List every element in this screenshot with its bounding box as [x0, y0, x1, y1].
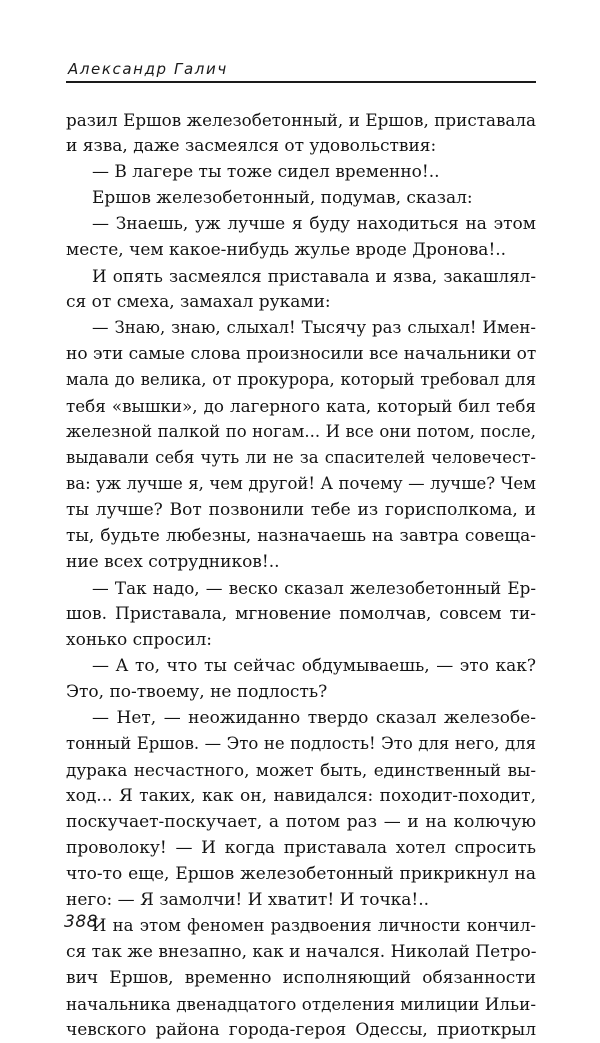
text-line: но эти самые слова произносили все начальники от: [66, 344, 537, 364]
text-line: него: — Я замолчи! И хватит! И точка!..: [66, 890, 430, 910]
text-line: железной палкой по ногам... И все они потом, после,: [66, 422, 536, 441]
text-line: разил Ершов железобетонный, и Ершов, приставала: [66, 110, 536, 130]
text-line: тонный Ершов. — Это не подлость! Это для него, для: [66, 734, 536, 753]
text-line: Это, по-твоему, не подлость?: [66, 682, 328, 702]
text-line: и язва, даже засмеялся от удовольствия:: [66, 136, 437, 156]
text-line: выдавали себя чуть ли не за спасителей человечест-: [66, 448, 536, 467]
text-line: ва: уж лучше я, чем другой! А почему — лучше? Чем: [66, 474, 536, 493]
page-number: 388: [64, 912, 98, 932]
text-line: ты, будьте любезны, назначаешь на завтра совеща-: [66, 526, 536, 546]
header-rule: [66, 81, 536, 83]
text-line: шов. Приставала, мгновение помолчав, совсем ти-: [66, 604, 536, 624]
text-line: ход... Я таких, как он, навидался: походит-походит,: [66, 786, 536, 806]
text-line: — А то, что ты сейчас обдумываешь, — это как?: [92, 656, 536, 676]
text-line: месте, чем какое-нибудь жулье вроде Дронова!..: [66, 240, 507, 260]
text-line: ся от смеха, замахал руками:: [66, 292, 331, 312]
text-line: мала до велика, от прокурора, который требовал для: [66, 370, 536, 389]
text-line: дурака несчастного, может быть, единственный вы-: [66, 760, 536, 780]
text-line: чевского района города-героя Одессы, приоткрыл: [66, 1020, 536, 1040]
text-line: ты лучше? Вот позвонили тебе из горисполкома, и: [66, 500, 536, 520]
text-line: И опять засмеялся приставала и язва, закашлял-: [92, 266, 536, 286]
text-line: проволоку! — И когда приставала хотел спросить: [66, 838, 536, 858]
text-line: что-то еще, Ершов железобетонный прикрикнул на: [66, 864, 536, 884]
text-line: поскучает-поскучает, а потом раз — и на колючую: [66, 812, 536, 832]
text-line: вич Ершов, временно исполняющий обязанности: [66, 968, 536, 988]
text-line: — В лагере ты тоже сидел временно!..: [92, 162, 440, 182]
text-line: Ершов железобетонный, подумав, сказал:: [92, 188, 473, 208]
running-head: Александр Галич: [68, 60, 228, 78]
text-line: тебя «вышки», до лагерного ката, который бил тебя: [66, 396, 536, 416]
body-text: [66, 107, 536, 1043]
text-line: — Знаешь, уж лучше я буду находиться на этом: [92, 214, 536, 234]
text-line: начальника двенадцатого отделения милиции Ильи-: [66, 994, 536, 1014]
text-line: — Нет, — неожиданно твердо сказал железобе-: [92, 708, 536, 728]
text-line: И на этом феномен раздвоения личности кончил-: [92, 916, 536, 935]
text-line: ние всех сотрудников!..: [66, 552, 280, 572]
text-line: хонько спросил:: [66, 630, 213, 650]
text-line: — Знаю, знаю, слыхал! Тысячу раз слыхал! Имен-: [92, 318, 536, 337]
text-line: — Так надо, — веско сказал железобетонный Ер-: [92, 578, 536, 598]
text-line: ся так же внезапно, как и начался. Николай Петро-: [66, 942, 537, 962]
